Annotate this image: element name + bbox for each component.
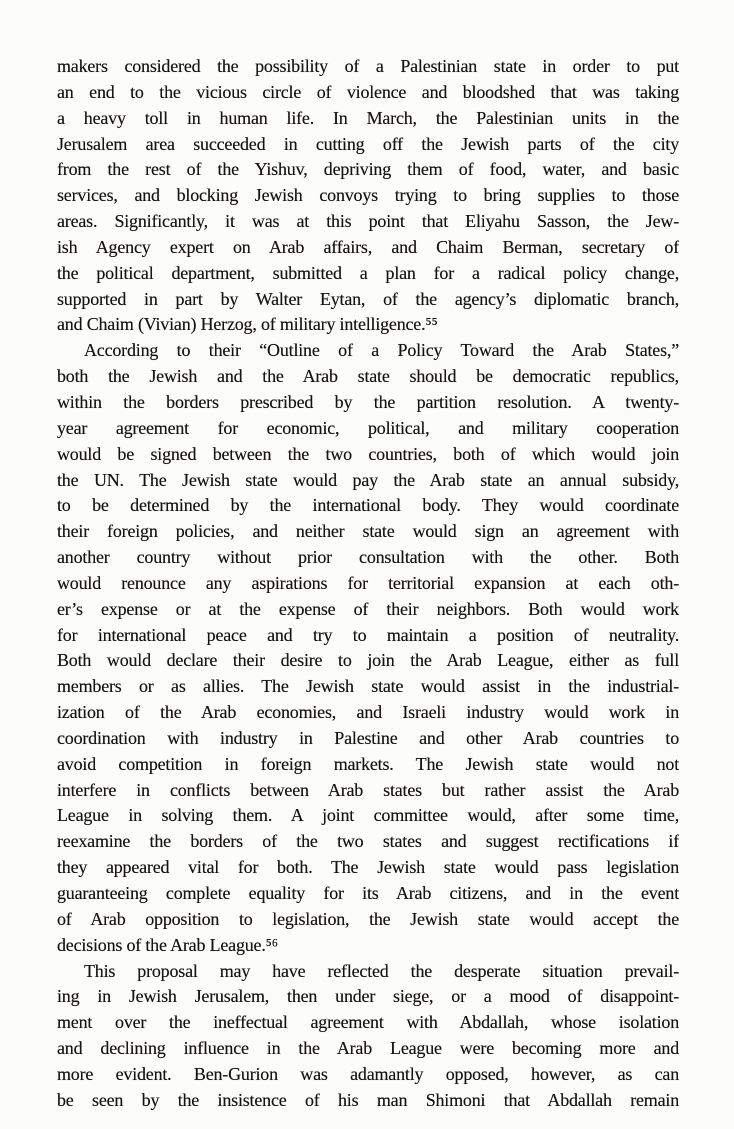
text-line: within the borders prescribed by the partition resolution. A twenty- (57, 391, 679, 412)
text-line: ization of the Arab economies, and Israeli industry would work in (57, 702, 679, 723)
text-line: and declining influence in the Arab League were becoming more and (57, 1038, 679, 1059)
text-line: ish Agency expert on Arab affairs, and Chaim Berman, secretary of (57, 236, 679, 257)
text-line: Both would declare their desire to join the Arab League, either as full (57, 650, 679, 671)
text-line: According to their “Outline of a Policy Toward the Arab States,” (84, 340, 679, 361)
text-line: decisions of the Arab League.⁵⁶ (57, 934, 278, 955)
text-line: Jerusalem area succeeded in cutting off the Jewish parts of the city (57, 133, 679, 154)
text-line: and Chaim (Vivian) Herzog, of military intelligence.⁵⁵ (57, 314, 438, 335)
text-line: er’s expense or at the expense of their neighbors. Both would work (57, 598, 679, 619)
text-line: an end to the vicious circle of violence and bloodshed that was taking (57, 81, 679, 102)
text-line: ment over the ineffectual agreement with Abdallah, whose isolation (57, 1012, 679, 1033)
paragraph (57, 338, 679, 958)
text-line: would renounce any aspirations for territorial expansion at each oth- (57, 572, 679, 593)
text-line: they appeared vital for both. The Jewish state would pass legislation (57, 857, 679, 878)
text-line: would be signed between the two countries, both of which would join (57, 443, 679, 464)
text-line: League in solving them. A joint committee would, after some time, (57, 805, 679, 826)
text-line: from the rest of the Yishuv, depriving them of food, water, and basic (57, 159, 679, 180)
text-line: services, and blocking Jewish convoys trying to bring supplies to those (57, 185, 679, 206)
text-line: guaranteeing complete equality for its Arab citizens, and in the event (57, 883, 679, 903)
text-line: members or as allies. The Jewish state would assist in the industrial- (57, 676, 679, 697)
text-line: makers considered the possibility of a Palestinian state in order to put (57, 56, 679, 76)
text-line: the UN. The Jewish state would pay the Arab state an annual subsidy, (57, 469, 679, 490)
text-block (57, 54, 679, 1114)
text-line: year agreement for economic, political, and military cooperation (57, 417, 679, 438)
paragraph (57, 54, 679, 338)
text-line: of Arab opposition to legislation, the Jewish state would accept the (57, 908, 679, 929)
text-line: interfere in conflicts between Arab states but rather assist the Arab (57, 779, 679, 800)
text-line: more evident. Ben-Gurion was adamantly opposed, however, as can (57, 1063, 679, 1084)
text-line: for international peace and try to maintain a position of neutrality. (57, 624, 679, 645)
text-line: avoid competition in foreign markets. The Jewish state would not (57, 753, 679, 774)
text-line: This proposal may have reflected the desperate situation prevail- (84, 960, 679, 981)
text-line: coordination with industry in Palestine and other Arab countries to (57, 727, 679, 748)
text-line: their foreign policies, and neither state would sign an agreement with (57, 521, 679, 542)
text-line: to be determined by the international body. They would coordinate (57, 495, 679, 516)
text-line: another country without prior consultation with the other. Both (57, 547, 679, 568)
paragraph (57, 959, 679, 1114)
text-line: ing in Jewish Jerusalem, then under siege, or a mood of disappoint- (57, 986, 679, 1007)
text-line: supported in part by Walter Eytan, of the agency’s diplomatic branch, (57, 288, 679, 309)
text-line: the political department, submitted a plan for a radical policy change, (57, 262, 679, 283)
text-line: both the Jewish and the Arab state should be democratic republics, (57, 366, 679, 387)
text-line: a heavy toll in human life. In March, the Palestinian units in the (57, 107, 679, 128)
text-line: areas. Significantly, it was at this point that Eliyahu Sasson, the Jew- (57, 211, 679, 232)
text-line: be seen by the insistence of his man Shimoni that Abdallah remain (57, 1089, 679, 1110)
text-line: reexamine the borders of the two states and suggest rectifications if (57, 831, 679, 852)
